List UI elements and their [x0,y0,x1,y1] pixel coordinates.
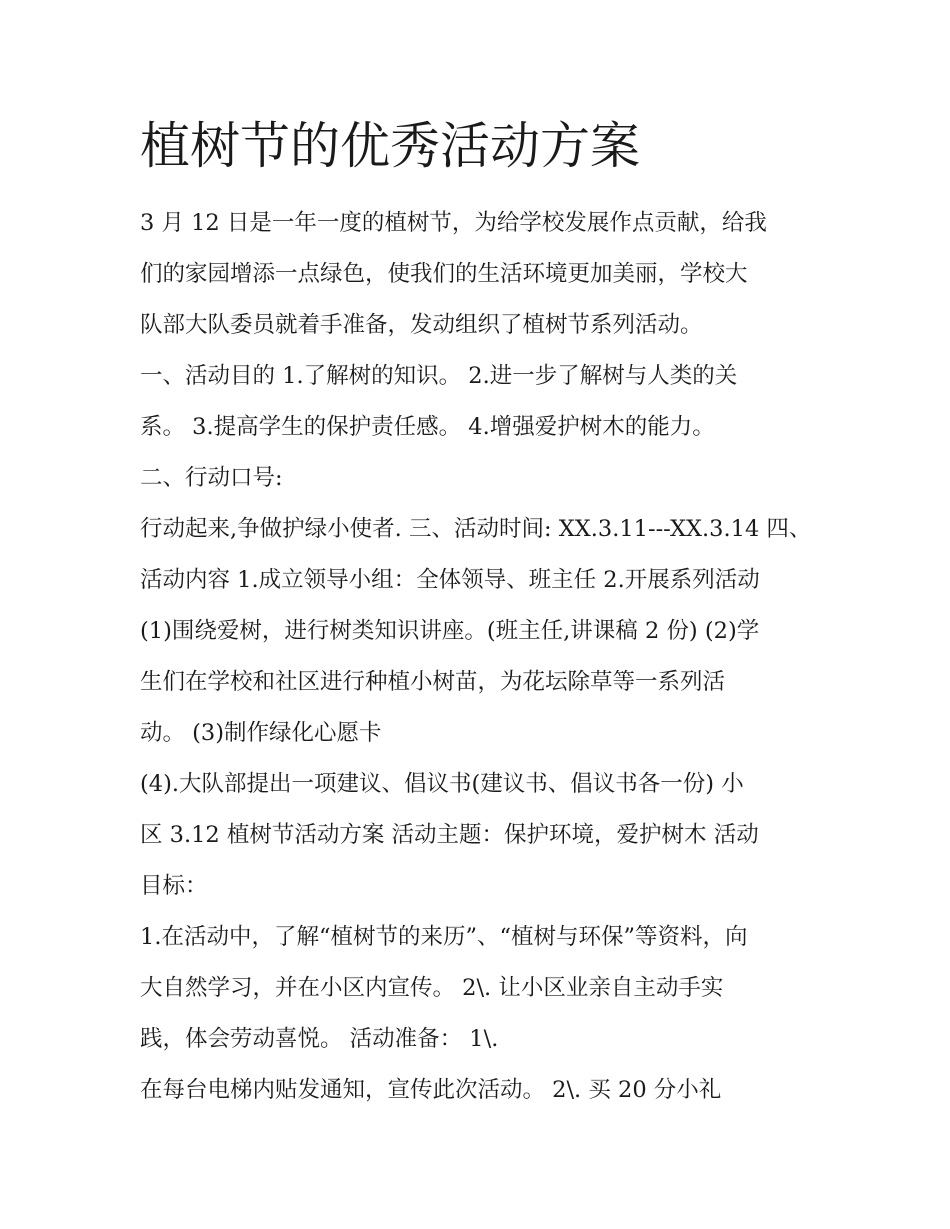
body-line: 践，体会劳动喜悦。 活动准备： 1\. [140,1026,499,1052]
body-line: 二、行动口号: [140,465,283,491]
body-line: 区 3.12 植树节活动方案 活动主题：保护环境，爱护树木 活动 [140,822,759,848]
body-line: 大自然学习，并在小区内宣传。 2\. 让小区业亲自主动手实 [140,975,724,1001]
body-line: 行动起来,争做护绿小使者. 三、活动时间: XX.3.11---XX.3.14 四、 [140,516,812,542]
body-line: 1.在活动中，了解“植树节的来历”、“植树与环保”等资料，向 [140,924,748,950]
body-line: 们的家园增添一点绿色，使我们的生活环境更加美丽，学校大 [140,261,748,287]
body-line: 队部大队委员就着手准备，发动组织了植树节系列活动。 [140,312,703,338]
document-title: 植树节的优秀活动方案 [140,117,640,175]
body-line: 动。 (3)制作绿化心愿卡 [140,720,382,746]
body-line: 活动内容 1.成立领导小组：全体领导、班主任 2.开展系列活动 [140,567,760,593]
body-line: 在每台电梯内贴发通知，宣传此次活动。 2\. 买 20 分小礼 [140,1077,722,1103]
body-line: 生们在学校和社区进行种植小树苗，为花坛除草等一系列活 [140,669,726,695]
document-body [140,198,820,1116]
body-line: (1)围绕爱树，进行树类知识讲座。(班主任,讲课稿 2 份) (2)学 [140,618,760,644]
body-line: (4).大队部提出一项建议、倡议书(建议书、倡议书各一份) 小 [140,771,744,797]
body-line: 系。 3.提高学生的保护责任感。 4.增强爱护树木的能力。 [140,414,715,440]
body-line: 3 月 12 日是一年一度的植树节，为给学校发展作点贡献，给我 [140,210,767,236]
body-line: 一、活动目的 1.了解树的知识。 2.进一步了解树与人类的关 [140,363,738,389]
body-line: 目标： [140,873,208,899]
